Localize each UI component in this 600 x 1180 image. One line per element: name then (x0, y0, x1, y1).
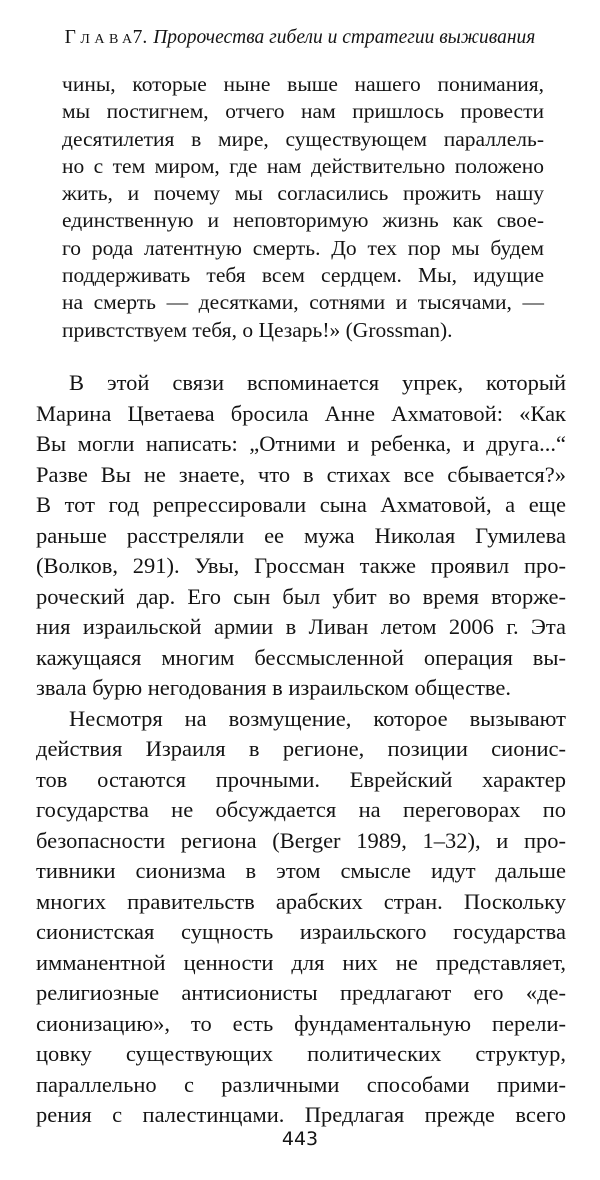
paragraph-line: религиозные антисионисты предлагают его «де- (36, 980, 566, 1005)
paragraph-line: Разве Вы не знаете, что в стихах все сбывается?» (36, 461, 566, 487)
paragraph-line: Вы могли написать: „Отними и ребенка, и друга...“ (36, 431, 566, 456)
quote-line: привстствуем тебя, о Цезарь!» (Grossman). (62, 317, 453, 342)
quote-line: го рода латентную смерть. До тех пор мы будем (62, 235, 544, 260)
paragraph-line: параллельно с различными способами прими- (36, 1071, 566, 1097)
paragraph-line: рения с палестинцами. Предлагая прежде всего (36, 1102, 566, 1127)
quote-line: единственную и неповторимую жизнь как свое- (62, 208, 544, 233)
chapter-title: Пророчества гибели и стратегии выживания (153, 27, 536, 48)
quote-line: десятилетия в мире, существующем параллель- (62, 126, 544, 151)
paragraph-line: роческий дар. Его сын был убит во время вторже- (36, 583, 566, 609)
body-text (36, 368, 566, 1131)
running-head (0, 25, 600, 51)
quote-line: поддерживать тебя всем сердцем. Мы, идущие (62, 263, 544, 288)
paragraph-line: Марина Цветаева бросила Анне Ахматовой: «Как (36, 400, 566, 426)
paragraph-line: звала бурю негодования в израильском обществе. (36, 675, 512, 700)
paragraph-line: государства не обсуждается на переговорах по (36, 797, 566, 822)
paragraph-line: тивники сионизма в этом смысле идут дальше (36, 858, 566, 883)
quote-line: мы постигнем, отчего нам пришлось провести (62, 99, 544, 124)
quote-line: жить, и почему мы согласились прожить нашу (62, 181, 544, 206)
paragraph-line: В тот год репрессировали сына Ахматовой, а еще (36, 492, 566, 517)
paragraph-line: сионистская сущность израильского государства (36, 919, 566, 944)
paragraph-line: тов остаются прочными. Еврейский характер (36, 766, 566, 792)
quote-line: чины, которые ныне выше нашего понимания, (62, 72, 544, 96)
chapter-label: Глава (64, 27, 137, 48)
quote-line: на смерть — десятками, сотнями и тысячами, — (62, 290, 544, 315)
paragraph-line: сионизацию», то есть фундаментальную перели- (36, 1010, 566, 1036)
paragraph-line: безопасности региона (Berger 1989, 1–32), и про- (36, 827, 566, 853)
paragraph-line: Несмотря на возмущение, которое вызывают (69, 705, 566, 731)
paragraph-line: ния израильской армии в Ливан летом 2006 г. Эта (36, 614, 566, 639)
chapter-number: 7. (132, 27, 148, 48)
page-number: 443 (281, 1128, 319, 1150)
block-quote (62, 71, 544, 344)
paragraph-line: цовку существующих политических структур, (36, 1041, 566, 1066)
paragraph-line: действия Израиля в регионе, позиции сионис- (36, 736, 566, 761)
paragraph-1 (36, 368, 566, 704)
quote-line: но с тем миром, где нам действительно положено (62, 153, 544, 178)
paragraph-line: кажущаяся многим бессмысленной операция вы- (36, 644, 566, 670)
paragraph-line: имманентной ценности для них не представляет, (36, 949, 566, 975)
paragraph-line: В этой связи вспоминается упрек, который (69, 370, 566, 395)
paragraph-line: раньше расстреляли ее мужа Николая Гумилева (36, 522, 566, 548)
paragraph-2 (36, 704, 566, 1131)
paragraph-line: (Волков, 291). Увы, Гроссман также проявил про- (36, 553, 566, 578)
paragraph-line: многих правительств арабских стран. Поскольку (36, 888, 566, 914)
